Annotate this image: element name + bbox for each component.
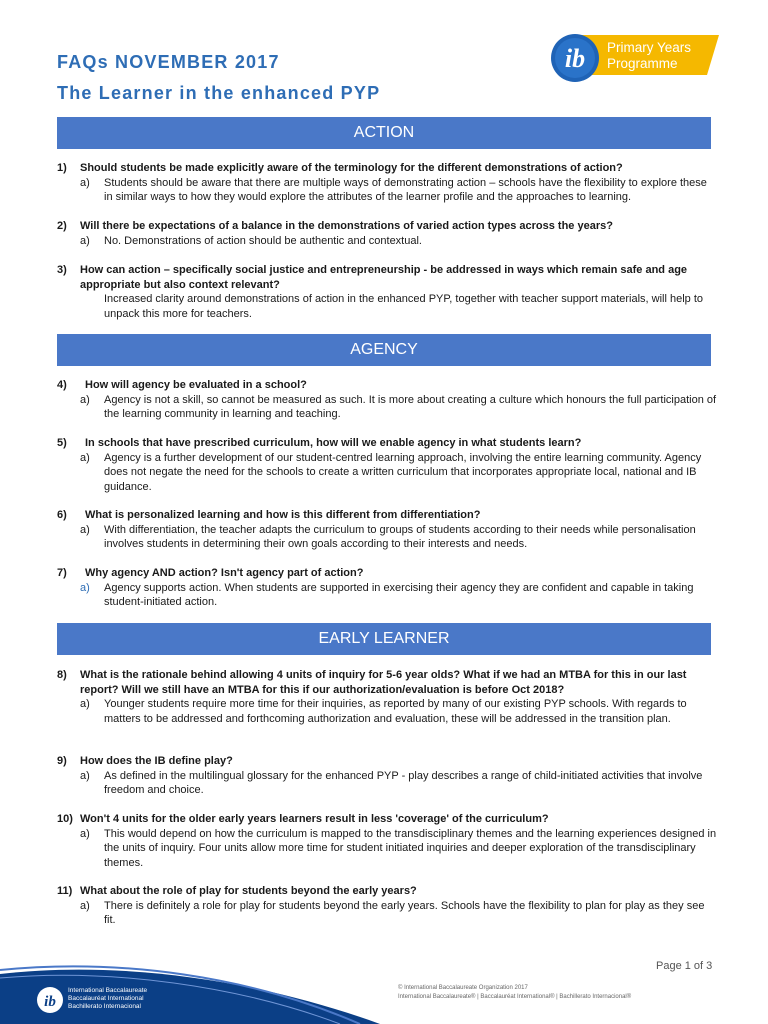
footer-ib-line3: Bachillerato Internacional (68, 1003, 141, 1010)
answer-label: a) (80, 523, 90, 536)
footer-ib-names (68, 987, 147, 1011)
faq-question: What is personalized learning and how is this different from differentiation? (85, 509, 481, 521)
faq-item (57, 161, 717, 205)
answer-label: a) (80, 176, 90, 189)
faq-item (57, 378, 717, 422)
faq-question: Why agency AND action? Isn't agency part of action? (85, 567, 364, 579)
faq-item (57, 219, 717, 248)
answer-label: a) (80, 899, 90, 912)
document-subtitle: The Learner in the enhanced PYP (57, 83, 381, 103)
faq-answer: There is definitely a role for play for students beyond the early years. Schools have the flexibility to plan for play as they see fit. (104, 899, 705, 926)
answer-label: a) (80, 827, 90, 840)
faq-question: How will agency be evaluated in a school? (85, 379, 307, 391)
footer-ib-line1: International Baccalaureate (68, 987, 148, 994)
faq-answer: Agency supports action. When students are supported in exercising their agency they are confident and capable in taking student-initiated action. (104, 581, 694, 608)
logo-text-line2: Programme (607, 56, 678, 71)
faq-question: What about the role of play for students beyond the early years? (80, 885, 417, 897)
faq-item (57, 812, 717, 870)
section-header-agency: AGENCY (57, 334, 711, 366)
faq-question: In schools that have prescribed curriculum, how will we enable agency in what students learn? (85, 437, 582, 449)
answer-label: a) (80, 698, 90, 710)
faq-number: 4) (57, 379, 67, 391)
faq-number: 6) (57, 509, 67, 521)
faq-question: What is the rationale behind allowing 4 units of inquiry for 5-6 year olds? What if we had an MTBA for this in our last report? Will we still have an MTBA for this if our authorization/evaluation is before Oct 2018? (80, 669, 687, 696)
answer-label: a) (80, 234, 90, 247)
section-header-action: ACTION (57, 117, 711, 149)
footer-ib-mark: ib (44, 994, 56, 1010)
faq-number: 2) (57, 220, 67, 232)
faq-item (57, 884, 717, 928)
copyright-line1: © International Baccalaureate Organization 2017 (398, 985, 528, 991)
faq-item (57, 508, 717, 552)
faq-number: 7) (57, 567, 67, 579)
faq-answer: Increased clarity around demonstrations of action in the enhanced PYP, together with teacher support materials, will help to unpack this more for teachers. (104, 293, 704, 320)
faq-answer: No. Demonstrations of action should be authentic and contextual. (104, 234, 422, 247)
faq-answer: This would depend on how the curriculum is mapped to the transdisciplinary themes and the learning experiences designed in the units of inquiry. Four units allow more time for student initiated inquiries and deeper exploration of the transdisciplinary themes. (104, 827, 717, 869)
copyright (398, 984, 631, 1002)
faq-question: How does the IB define play? (80, 755, 233, 767)
faq-number: 10) (57, 813, 73, 825)
footer-ib-line2: Baccalauréat International (68, 995, 144, 1002)
copyright-line2: International Baccalaureate® | Baccalauréat International® | Bachillerato Internacional® (398, 994, 632, 1000)
footer-wave-graphic (0, 960, 380, 1024)
faq-question: Will there be expectations of a balance in the demonstrations of varied action types across the years? (80, 220, 613, 232)
faq-question: How can action – specifically social justice and entrepreneurship - be addressed in ways which remain safe and age appropriate but also context relevant? (80, 264, 688, 291)
faq-answer: Agency is a further development of our student-centred learning approach, involving the entire learning community. Agency does not negate the need for the schools to create a written curriculum that incorporates appropriate local, national and IB guidance. (104, 451, 702, 493)
faq-item (57, 263, 717, 321)
faq-answer: Students should be aware that there are multiple ways of demonstrating action – schools have the flexibility to explore these in similar ways to how they would explore the attributes of the learner profile and the approaches to learning. (104, 176, 707, 203)
faq-number: 1) (57, 162, 67, 174)
faq-answer: With differentiation, the teacher adapts the curriculum to groups of students according to their needs while personalisation involves students in determining their own goals according to their interests and needs. (104, 523, 696, 550)
faq-item (57, 754, 717, 798)
faq-answer: As defined in the multilingual glossary for the enhanced PYP - play describes a range of child-initiated activities that involve freedom and choice. (104, 769, 703, 796)
faq-item (57, 566, 717, 610)
page-number: Page 1 of 3 (656, 960, 713, 972)
faq-item (57, 668, 717, 726)
faq-answer: Agency is not a skill, so cannot be measured as such. It is more about creating a culture which honours the full participation of the learning community in learning and teaching. (104, 393, 717, 420)
faq-number: 9) (57, 755, 67, 767)
faq-number: 11) (57, 885, 73, 897)
faq-number: 8) (57, 669, 67, 681)
pyp-logo (549, 31, 719, 85)
answer-label: a) (80, 393, 90, 406)
faq-answer: Younger students require more time for their inquiries, as reported by many of our existing PYP schools. With regards to matters to be addressed and forthcoming authorization and evaluation, these will be addressed in the transition plan. (104, 698, 687, 725)
answer-label: a) (80, 451, 90, 464)
faq-question: Should students be made explicitly aware of the terminology for the different demonstrations of action? (80, 162, 623, 174)
document-title: FAQs NOVEMBER 2017 (57, 52, 280, 72)
faq-number: 3) (57, 264, 67, 276)
section-header-early-learner: EARLY LEARNER (57, 623, 711, 655)
answer-label: a) (80, 769, 90, 782)
logo-text-line1: Primary Years (607, 40, 692, 55)
faq-number: 5) (57, 437, 67, 449)
faq-question: Won't 4 units for the older early years learners result in less 'coverage' of the curriculum? (80, 813, 549, 825)
faq-item (57, 436, 717, 494)
answer-label: a) (80, 581, 90, 594)
ib-mark: ib (564, 44, 586, 73)
